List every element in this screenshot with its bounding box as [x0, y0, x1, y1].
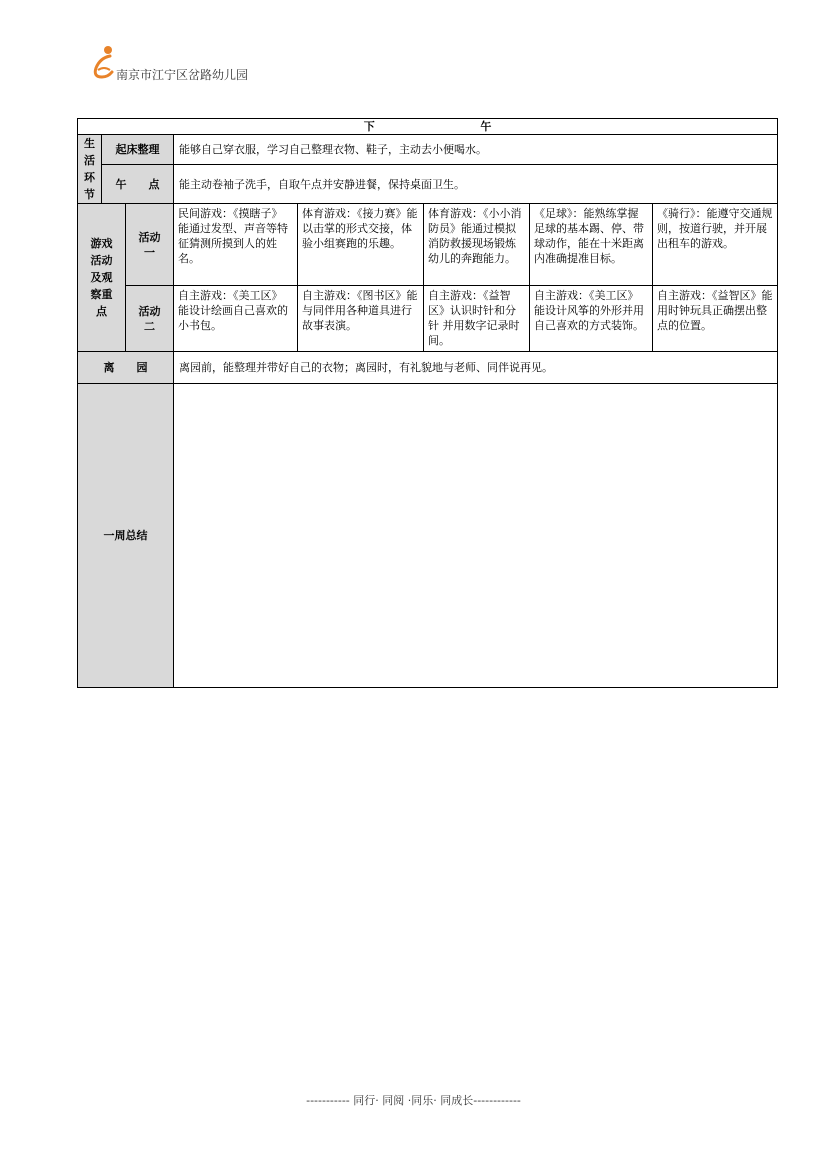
- activity-two-cell: 自主游戏：《美工区》能设计绘画自己喜欢的小书包。: [174, 286, 298, 352]
- activity-two-cell: 自主游戏：《图书区》能与同伴用各种道具进行故事表演。: [298, 286, 424, 352]
- activity-one-cell: 《骑行》：能遵守交通规则，按道行驶，并开展出租车的游戏。: [653, 204, 778, 286]
- afternoon-plan-table: [77, 118, 778, 688]
- leave-content: 离园前，能整理并带好自己的衣物；离园时，有礼貌地与老师、同伴说再见。: [174, 352, 778, 384]
- activity-one-row: [78, 204, 778, 286]
- activity-two-cell: 自主游戏：《益智区》能用时钟玩具正确摆出整点的位置。: [653, 286, 778, 352]
- footer-motto: ----------- 同行· 同阅 ·同乐· 同成长------------: [306, 1094, 521, 1107]
- snack-label: 午 点: [102, 165, 174, 204]
- leave-label: 离 园: [78, 352, 174, 384]
- activity-one-label: 活动一: [126, 204, 174, 286]
- table-title: [78, 119, 778, 135]
- life-section-label: 生活环节: [78, 135, 102, 204]
- activity-two-row: [78, 286, 778, 352]
- activity-one-cell: 民间游戏：《摸瞎子》能通过发型、声音等特征猜测所摸到人的姓名。: [174, 204, 298, 286]
- activity-two-cell: 自主游戏：《美工区》能设计风筝的外形并用自己喜欢的方式装饰。: [530, 286, 653, 352]
- summary-content: [174, 384, 778, 688]
- kindergarten-logo-icon: [88, 44, 118, 80]
- life-row-wakeup: [78, 135, 778, 165]
- title-right: 午: [480, 120, 492, 133]
- life-row-snack: [78, 165, 778, 204]
- wakeup-label: 起床整理: [102, 135, 174, 165]
- title-row: [78, 119, 778, 135]
- game-section-label: 游戏活动及观察重点: [78, 204, 126, 352]
- activity-one-cell: 体育游戏：《接力赛》能以击掌的形式交接，体验小组赛跑的乐趣。: [298, 204, 424, 286]
- school-name: 南京市江宁区岔路幼儿园: [116, 68, 249, 82]
- activity-two-label: 活动二: [126, 286, 174, 352]
- activity-one-cell: 体育游戏：《小小消防员》能通过模拟消防救援现场锻炼幼儿的奔跑能力。: [424, 204, 530, 286]
- summary-label: 一周总结: [78, 384, 174, 688]
- leave-row: [78, 352, 778, 384]
- activity-one-cell: 《足球》：能熟练掌握足球的基本踢、停、带球动作，能在十米距离内准确提准目标。: [530, 204, 653, 286]
- activity-two-cell: 自主游戏：《益智区》认识时针和分针 并用数字记录时间。: [424, 286, 530, 352]
- wakeup-content: 能够自己穿衣服，学习自己整理衣物、鞋子，主动去小便喝水。: [174, 135, 778, 165]
- summary-row: [78, 384, 778, 688]
- snack-content: 能主动卷袖子洗手，自取午点并安静进餐，保持桌面卫生。: [174, 165, 778, 204]
- title-left: 下: [363, 120, 375, 133]
